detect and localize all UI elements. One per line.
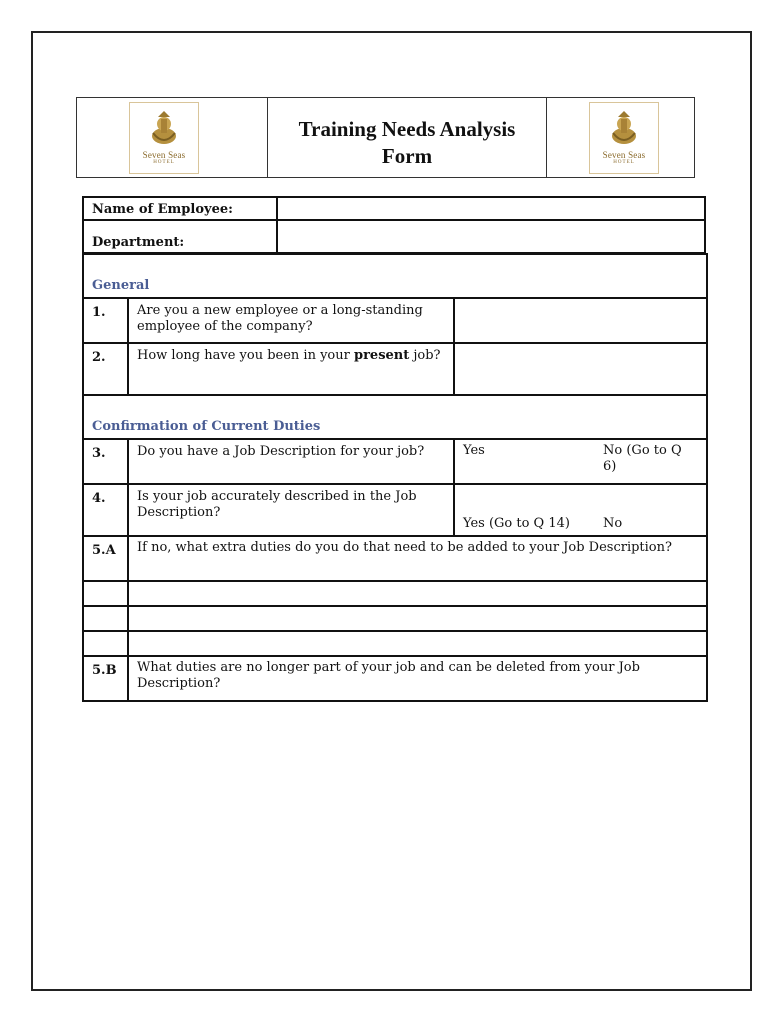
form-header: [76, 97, 695, 178]
question-text: What duties are no longer part of your job and can be deleted from your Job Description?: [128, 656, 707, 701]
answer-line[interactable]: [128, 581, 707, 606]
department-label: Department:: [83, 220, 277, 253]
question-row: [83, 656, 707, 701]
department-field[interactable]: [277, 220, 705, 253]
blank-answer-row: [83, 631, 707, 656]
question-row: [83, 298, 707, 343]
answer-field[interactable]: [454, 298, 707, 343]
question-row: [83, 343, 707, 395]
answer-field[interactable]: [454, 343, 707, 395]
header-title-cell: [268, 98, 547, 177]
question-text: Is your job accurately described in the Job Description?: [128, 484, 454, 536]
yes-no-options: [454, 439, 707, 484]
blank-answer-row: [83, 606, 707, 631]
question-number: 3.: [83, 439, 128, 484]
question-text-pre: How long have you been in your: [137, 348, 354, 363]
question-number: 1.: [83, 298, 128, 343]
blank-number-cell: [83, 631, 128, 656]
question-text: [128, 343, 454, 395]
blank-answer-row: [83, 581, 707, 606]
questions-table: [82, 253, 708, 702]
form-title-line2: Form: [381, 144, 433, 168]
no-option[interactable]: No (Go to Q 6): [603, 443, 682, 474]
header-logo-right-cell: [547, 98, 694, 177]
question-text: If no, what extra duties do you do that need to be added to your Job Description?: [128, 536, 707, 581]
section-row: [83, 254, 707, 298]
answer-line[interactable]: [128, 631, 707, 656]
form-title: [268, 116, 546, 170]
hotel-logo: [129, 102, 199, 174]
employee-name-field[interactable]: [277, 197, 705, 220]
yes-option[interactable]: Yes (Go to Q 14): [463, 516, 570, 531]
header-logo-left-cell: [77, 98, 268, 177]
question-number: 5.A: [83, 536, 128, 581]
section-heading-general: General: [83, 254, 707, 298]
form-title-line1: Training Needs Analysis: [298, 117, 516, 141]
question-row: [83, 439, 707, 484]
question-number: 4.: [83, 484, 128, 536]
employee-name-label: Name of Employee:: [83, 197, 277, 220]
yes-option[interactable]: Yes: [463, 443, 485, 458]
logo-brand-text: Seven Seas: [602, 150, 646, 160]
yes-no-options: [454, 484, 707, 536]
department-row: [83, 220, 705, 253]
section-row: [83, 395, 707, 439]
hotel-logo: [589, 102, 659, 174]
employee-name-row: [83, 197, 705, 220]
blank-number-cell: [83, 606, 128, 631]
crest-icon: [147, 109, 181, 147]
question-number: 5.B: [83, 656, 128, 701]
question-row: [83, 484, 707, 536]
logo-sub-text: HOTEL: [153, 160, 175, 165]
question-text-bold: present: [353, 348, 410, 363]
answer-line[interactable]: [128, 606, 707, 631]
logo-sub-text: HOTEL: [613, 160, 635, 165]
question-text-post: job?: [409, 348, 441, 363]
question-number: 2.: [83, 343, 128, 395]
blank-number-cell: [83, 581, 128, 606]
question-row: [83, 536, 707, 581]
logo-brand-text: Seven Seas: [142, 150, 186, 160]
employee-info-table: [82, 196, 706, 254]
section-heading-duties: Confirmation of Current Duties: [83, 395, 707, 439]
question-text: Do you have a Job Description for your job?: [128, 439, 454, 484]
question-text: Are you a new employee or a long-standing employee of the company?: [128, 298, 454, 343]
no-option[interactable]: No: [603, 516, 623, 531]
crest-icon: [607, 109, 641, 147]
